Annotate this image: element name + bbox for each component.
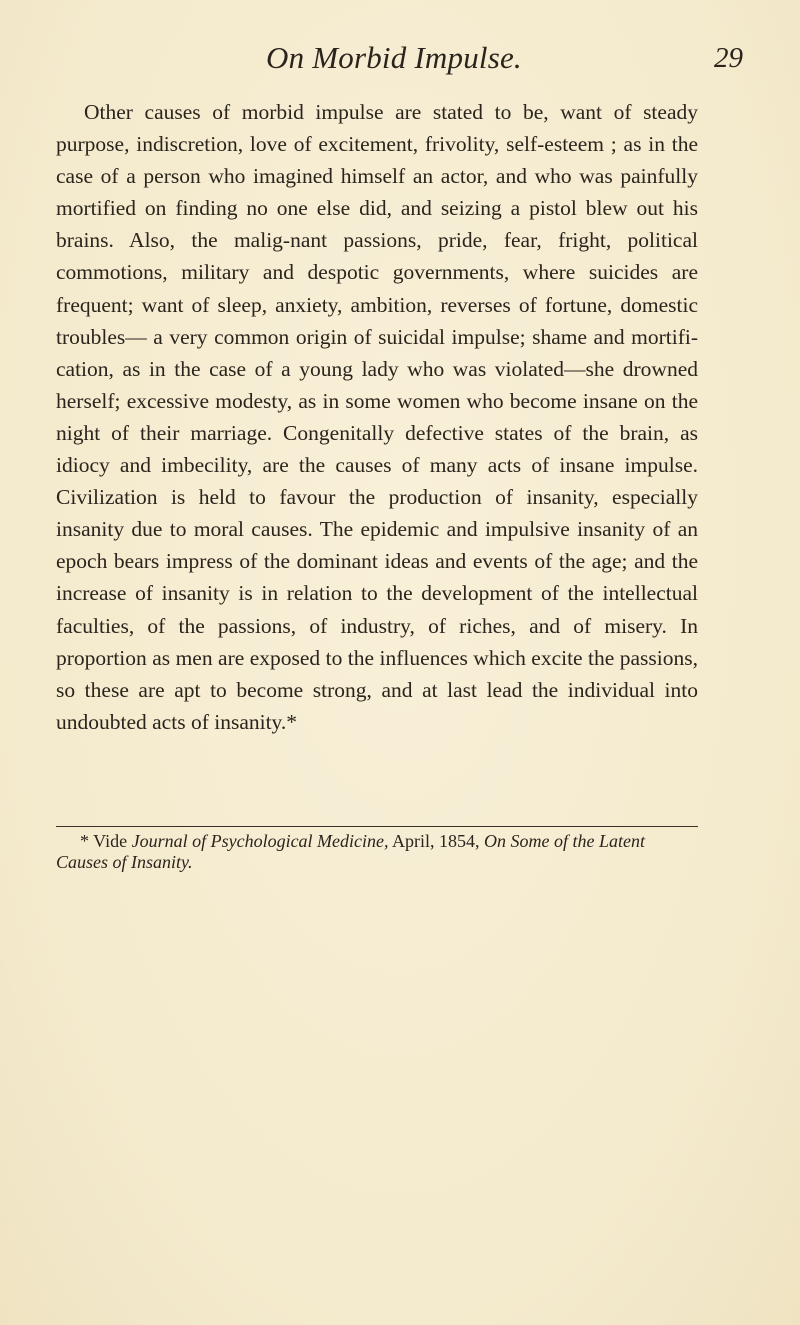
page-number: 29 (714, 42, 743, 74)
body-paragraph: Other causes of morbid impulse are stated to be, want of steady purpose, indiscretion, love of excitement, frivolity, self-esteem ; as in the case of a person who imagined himself an actor, and who was painfully mortified on finding no one else did, and seizing a pistol blew out his brains. Also, the malig-nant passions, pride, fear, fright, political commotions, military and despotic governments, where suicides are frequent; want of sleep, anxiety, ambition, reverses of fortune, domestic troubles— a very common origin of suicidal impulse; shame and mortifi-cation, as in the case of a young lady who was violated—she drowned herself; excessive modesty, as in some women who become insane on the night of their marriage. Congenitally defective states of the brain, as idiocy and imbecility, are the causes of many acts of insane impulse. Civilization is held to favour the production of insanity, especially insanity due to moral causes. The epidemic and impulsive insanity of an epoch bears impress of the dominant ideas and events of the age; and the increase of insanity is in relation to the development of the intellectual faculties, of the passions, of industry, of riches, and of misery. In proportion as men are exposed to the influences which excite the passions, so these are apt to become strong, and at last lead the individual into undoubted acts of insanity.* (56, 100, 698, 734)
footnote-journal: Journal of Psychological Medicine, (131, 831, 389, 851)
running-title: On Morbid Impulse. (266, 40, 522, 75)
footnote (56, 831, 698, 873)
footnote-article: On Some of the Latent Causes of Insanity. (56, 831, 646, 872)
footnote-marker: * Vide (80, 831, 128, 851)
footnote-rule (56, 826, 698, 827)
running-head (0, 38, 800, 78)
footnote-date: April, 1854, (392, 831, 480, 851)
